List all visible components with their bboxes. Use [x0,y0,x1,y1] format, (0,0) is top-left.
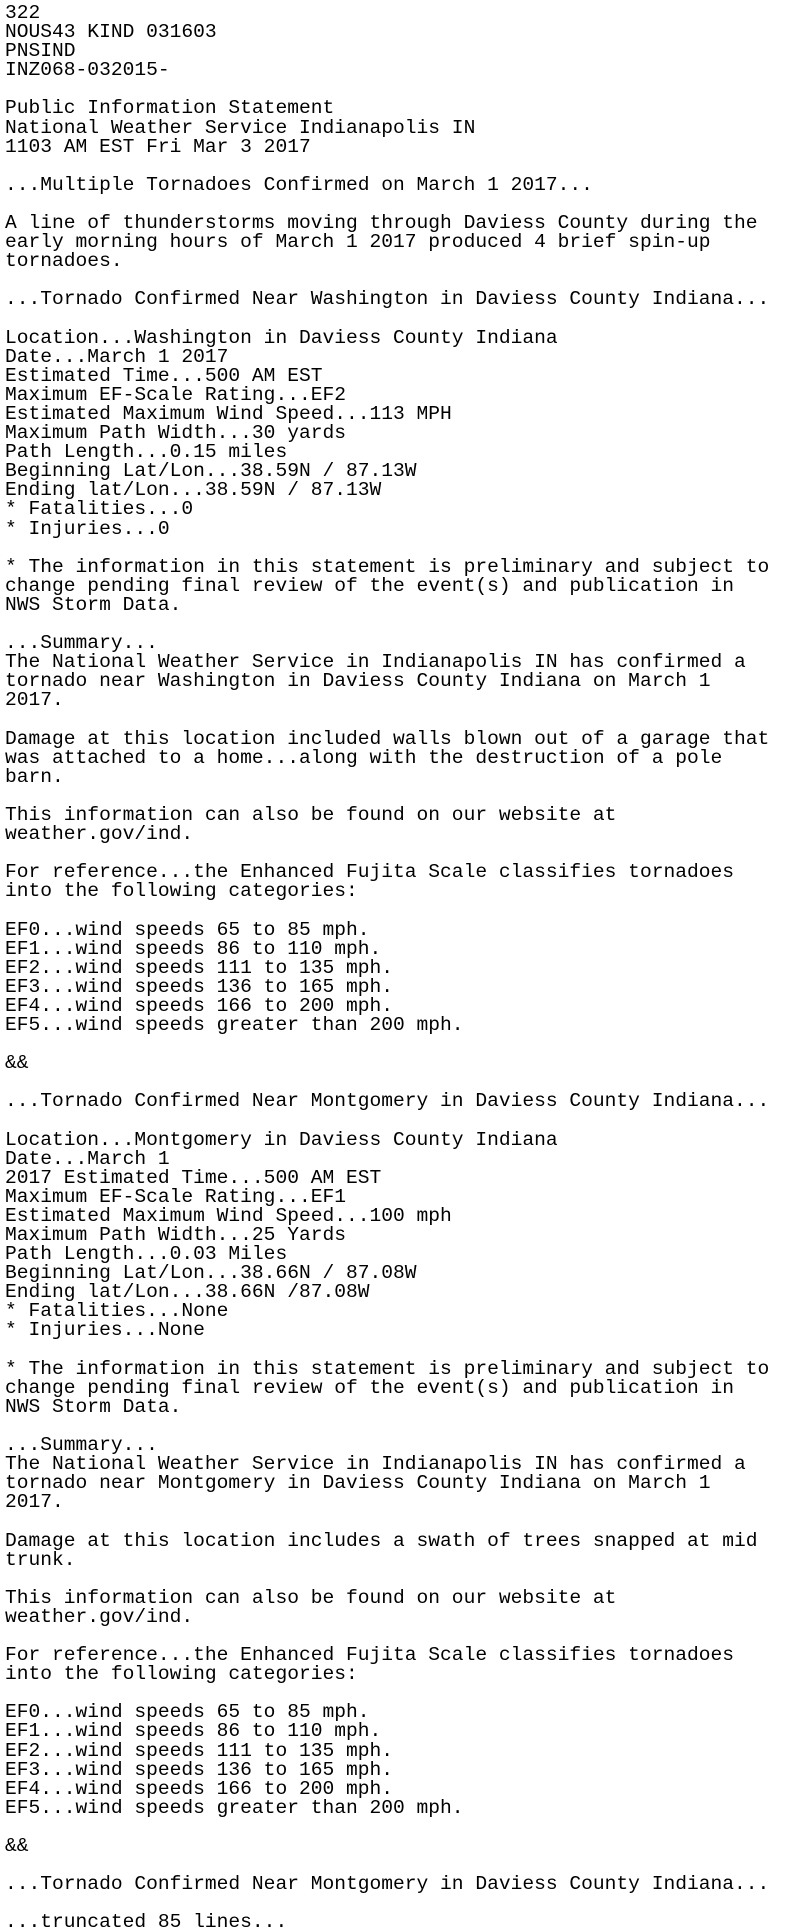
text-line: Location...Montgomery in Daviess County Indiana [5,1128,558,1151]
text-line: * Injuries...None [5,1319,205,1342]
text-line: ...Tornado Confirmed Near Washington in Daviess County Indiana... [5,288,770,311]
text-line: ...Summary... [5,1434,158,1457]
text-line: Beginning Lat/Lon...38.59N / 87.13W [5,460,417,483]
text-line: 2017. [5,1491,64,1514]
text-line: Ending lat/Lon...38.66N /87.08W [5,1281,370,1304]
text-line: Damage at this location included walls blown out of a garage that [5,727,770,750]
text-line: Estimated Maximum Wind Speed...100 mph [5,1204,452,1227]
text-line: NWS Storm Data. [5,1395,182,1418]
text-line: * Fatalities...None [5,1300,229,1323]
text-line: * The information in this statement is preliminary and subject to [5,555,770,578]
bulletin-text [5,4,789,1932]
text-line: The National Weather Service in Indianapolis IN has confirmed a [5,651,746,674]
text-line: * The information in this statement is preliminary and subject to [5,1357,770,1380]
text-line: EF4...wind speeds 166 to 200 mph. [5,1777,394,1800]
text-line: EF2...wind speeds 111 to 135 mph. [5,1739,394,1762]
text-line: A line of thunderstorms moving through Daviess County during the [5,212,758,235]
blank-line [5,1570,789,1589]
text-line: Damage at this location includes a swath of trees snapped at mid [5,1529,758,1552]
text-line: * Injuries...0 [5,517,170,540]
text-line: EF1...wind speeds 86 to 110 mph. [5,937,382,960]
text-line: NWS Storm Data. [5,593,182,616]
text-line: EF2...wind speeds 111 to 135 mph. [5,956,394,979]
text-line: Estimated Maximum Wind Speed...113 MPH [5,402,452,425]
text-line: && [5,1835,29,1857]
text-line: For reference...the Enhanced Fujita Scale classifies tornadoes [5,1644,735,1667]
text-line: PNSIND [5,40,76,63]
text-line: Date...March 1 2017 [5,345,229,368]
blank-line [5,1111,789,1130]
text-line: Location...Washington in Daviess County Indiana [5,326,558,349]
text-line: EF0...wind speeds 65 to 85 mph. [5,1701,370,1724]
text-line: ...Multiple Tornadoes Confirmed on March 1 2017... [5,173,593,196]
text-line: EF3...wind speeds 136 to 165 mph. [5,975,394,998]
text-line: ...Tornado Confirmed Near Montgomery in Daviess County Indiana... [5,1090,770,1113]
text-line: EF5...wind speeds greater than 200 mph. [5,1013,464,1036]
text-line: Estimated Time...500 AM EST [5,364,323,387]
text-line: Maximum EF-Scale Rating...EF1 [5,1185,346,1208]
blank-line [5,157,789,176]
text-line: EF3...wind speeds 136 to 165 mph. [5,1758,394,1781]
text-line: into the following categories: [5,1663,358,1686]
text-line: weather.gov/ind. [5,823,194,846]
text-line: tornado near Montgomery in Daviess County Indiana on March 1 [5,1472,711,1495]
text-line: tornado near Washington in Daviess County Indiana on March 1 [5,670,711,693]
blank-line [5,1035,789,1054]
text-line: Ending lat/Lon...38.59N / 87.13W [5,479,382,502]
text-line: barn. [5,765,64,788]
text-line: * Fatalities...0 [5,498,194,521]
text-line: Path Length...0.03 Miles [5,1243,288,1266]
text-line: EF4...wind speeds 166 to 200 mph. [5,994,394,1017]
text-line: tornadoes. [5,250,123,273]
blank-line [5,1341,789,1360]
text-line: NOUS43 KIND 031603 [5,21,217,44]
blank-line [5,310,789,329]
text-line: 1103 AM EST Fri Mar 3 2017 [5,135,311,158]
text-line: 2017. [5,689,64,712]
blank-line [5,901,789,920]
blank-line [5,1512,789,1531]
text-line: National Weather Service Indianapolis IN [5,116,476,139]
text-line: EF1...wind speeds 86 to 110 mph. [5,1720,382,1743]
text-line: ...truncated 85 lines... [5,1911,288,1932]
text-line: Date...March 1 [5,1147,170,1170]
text-line: ...Tornado Confirmed Near Montgomery in Daviess County Indiana... [5,1873,770,1896]
text-line: change pending final review of the event(s) and publication in [5,1376,735,1399]
text-line: INZ068-032015- [5,59,170,82]
blank-line [5,539,789,558]
text-line: trunk. [5,1548,76,1571]
text-line: weather.gov/ind. [5,1605,194,1628]
text-line: into the following categories: [5,880,358,903]
text-line: 2017 Estimated Time...500 AM EST [5,1166,382,1189]
text-line: EF0...wind speeds 65 to 85 mph. [5,918,370,941]
text-line: For reference...the Enhanced Fujita Scale classifies tornadoes [5,861,735,884]
text-line: This information can also be found on our website at [5,1586,617,1609]
text-line: EF5...wind speeds greater than 200 mph. [5,1796,464,1819]
text-line: Path Length...0.15 miles [5,441,288,464]
text-line: Maximum Path Width...25 Yards [5,1224,346,1246]
text-line: The National Weather Service in Indianapolis IN has confirmed a [5,1453,746,1476]
text-line: change pending final review of the event(s) and publication in [5,574,735,597]
text-line: Beginning Lat/Lon...38.66N / 87.08W [5,1262,417,1285]
text-line: 322 [5,4,41,24]
text-line: ...Summary... [5,632,158,655]
text-line: This information can also be found on our website at [5,803,617,826]
blank-line [5,1818,789,1837]
text-line: Maximum Path Width...30 yards [5,422,346,445]
text-line: early morning hours of March 1 2017 produced 4 brief spin-up [5,231,711,254]
blank-line [5,710,789,729]
text-line: was attached to a home...along with the destruction of a pole [5,746,723,769]
text-line: Maximum EF-Scale Rating...EF2 [5,383,346,406]
text-line: Public Information Statement [5,97,335,120]
text-line: && [5,1052,29,1075]
